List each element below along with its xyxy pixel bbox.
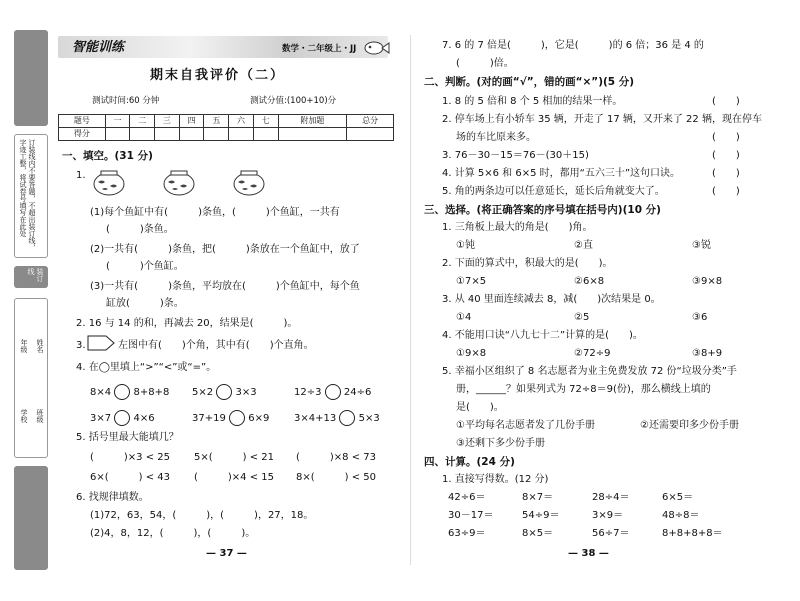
- q6-part2: (2)4，8，12，( )，( )。: [90, 528, 256, 539]
- score-input-cell[interactable]: [278, 128, 347, 141]
- q4-right: 6×9: [248, 413, 270, 424]
- choice-option[interactable]: ③还剩下多少份手册: [456, 438, 545, 449]
- q5-item: 8×( ) < 50: [296, 472, 377, 483]
- page-divider: [410, 35, 411, 565]
- q4-item: [90, 410, 155, 426]
- score-input-cell[interactable]: [130, 128, 155, 141]
- sidebar-bottom-block: [14, 466, 48, 570]
- calc-item: 42÷6＝: [448, 492, 486, 503]
- choice-option[interactable]: ①钝: [456, 240, 475, 251]
- score-cell: 题号: [59, 115, 106, 128]
- compare-circle[interactable]: [325, 384, 341, 400]
- section-judge: 二、判断。(对的画“√”，错的画“×”)(5 分): [424, 76, 635, 88]
- q1-part2-line2: ( )个鱼缸。: [106, 261, 184, 272]
- q2-text: 2. 16 与 14 的和，再减去 20，结果是( )。: [76, 318, 298, 329]
- sidebar-cut-label: 装订线: [27, 268, 44, 282]
- q4-left: 5×2: [192, 387, 214, 398]
- score-input-cell[interactable]: [179, 128, 204, 141]
- q3-text: 左图中有( )个角，其中有( )个直角。: [118, 340, 314, 351]
- page-title: 期末自我评价（二）: [150, 68, 286, 83]
- calc-item: 28÷4＝: [592, 492, 630, 503]
- choice-option[interactable]: ②6×8: [574, 276, 605, 287]
- choice-option[interactable]: ②还需要印多少份手册: [640, 420, 739, 431]
- calc-item: 6×5＝: [662, 492, 694, 503]
- q4-right: 3×3: [235, 387, 257, 398]
- sidebar-note-box: [14, 134, 48, 258]
- judge-item: 2. 停车场上有小轿车 35 辆，开走了 17 辆，又开来了 22 辆，现在停车: [442, 114, 762, 125]
- choice-option[interactable]: ③6: [692, 312, 708, 323]
- score-table-header-row: [59, 115, 394, 128]
- calc-item: 30－17＝: [448, 510, 494, 521]
- fish-icon: [362, 40, 390, 56]
- choice-option[interactable]: ①9×8: [456, 348, 487, 359]
- page-number-left: — 37 —: [206, 548, 247, 559]
- judge-item: 1. 8 的 5 倍和 8 个 5 相加的结果一样。: [442, 96, 623, 107]
- calc-item: 54÷9＝: [522, 510, 560, 521]
- score-table-score-row: [59, 128, 394, 141]
- score-table: [58, 114, 394, 141]
- q4-right: 4×6: [133, 413, 155, 424]
- calc-item: 48÷8＝: [662, 510, 700, 521]
- q1-part2-line1: (2)一共有( )条鱼，把( )条放在一个鱼缸中，放了: [90, 244, 360, 255]
- choice-q2: 2. 下面的算式中，积最大的是( )。: [442, 258, 613, 269]
- q4-left: 8×4: [90, 387, 112, 398]
- score-cell: 二: [130, 115, 155, 128]
- choice-q5-line2: 册，______？如果列式为 72÷8＝9(份)，那么横线上填的: [456, 384, 711, 395]
- q4-right: 5×3: [358, 413, 380, 424]
- compare-circle[interactable]: [339, 410, 355, 426]
- sidebar-label-grade: 年级: [20, 339, 28, 353]
- q4-item: [294, 410, 380, 426]
- score-cell: 一: [105, 115, 130, 128]
- q1-part1-line2: ( )条鱼。: [106, 224, 174, 235]
- compare-circle[interactable]: [216, 384, 232, 400]
- q1-part3-line1: (3)一共有( )条鱼，平均放在( )个鱼缸中，每个鱼: [90, 281, 360, 292]
- section-fill-blank: 一、填空。(31 分): [62, 150, 153, 162]
- score-cell: 总分: [347, 115, 394, 128]
- choice-option[interactable]: ②直: [574, 240, 593, 251]
- choice-q5-line1: 5. 幸福小区组织了 8 名志愿者为业主免费发放 72 份“垃圾分类”手: [442, 366, 737, 377]
- sidebar-label-class: 班级: [36, 409, 44, 423]
- score-input-cell[interactable]: [229, 128, 254, 141]
- q1-number: 1.: [76, 170, 86, 181]
- pentagon-shape-icon: [86, 334, 116, 352]
- exam-score: 测试分值:(100+10)分: [250, 96, 337, 106]
- score-cell: 五: [204, 115, 229, 128]
- choice-option[interactable]: ③8+9: [692, 348, 723, 359]
- choice-option[interactable]: ③9×8: [692, 276, 723, 287]
- q3-number: 3.: [76, 340, 86, 351]
- fishbowl-icon: [162, 170, 196, 196]
- q7-line1: 7. 6 的 7 倍是( )，它是( )的 6 倍；36 是 4 的: [442, 40, 704, 51]
- q4-left: 37+19: [192, 413, 226, 424]
- score-cell: 四: [179, 115, 204, 128]
- judge-answer-paren[interactable]: ( ): [712, 186, 740, 197]
- q4-item: [192, 410, 269, 426]
- judge-item: 4. 计算 5×6 和 6×5 时，都用“五六三十”这句口诀。: [442, 168, 681, 179]
- section-calc: 四、计算。(24 分): [424, 456, 515, 468]
- q5-item: 5×( ) < 21: [194, 452, 275, 463]
- q4-text: 4. 在◯里填上“>”“<”或“=”。: [76, 362, 217, 373]
- fishbowl-icon: [92, 170, 126, 196]
- header-subtitle: 数学・二年级上・JJ: [282, 44, 357, 54]
- choice-q1: 1. 三角板上最大的角是( )角。: [442, 222, 593, 233]
- choice-q5-line3: 是( )。: [456, 402, 504, 413]
- sidebar-cut-block: [14, 266, 48, 288]
- q4-right: 8+8+8: [133, 387, 170, 398]
- choice-option[interactable]: ①平均每名志愿者发了几份手册: [456, 420, 595, 431]
- q4-left: 12÷3: [294, 387, 322, 398]
- score-cell: 得分: [59, 128, 106, 141]
- score-cell: 附加题: [278, 115, 347, 128]
- compare-circle[interactable]: [114, 384, 130, 400]
- exam-time: 测试时间:60 分钟: [92, 96, 160, 106]
- q4-item: [90, 384, 169, 400]
- q5-item: ( )×4 < 15: [194, 472, 275, 483]
- q5-item: ( )×8 < 73: [296, 452, 377, 463]
- calc-q1: 1. 直接写得数。(12 分): [442, 474, 549, 485]
- calc-item: 8×5＝: [522, 528, 554, 539]
- q4-left: 3×7: [90, 413, 112, 424]
- q1-part3-line2: 缸放( )条。: [106, 298, 184, 309]
- judge-answer-paren[interactable]: ( ): [712, 168, 740, 179]
- choice-option[interactable]: ①4: [456, 312, 472, 323]
- section-choice: 三、选择。(将正确答案的序号填在括号内)(10 分): [424, 204, 661, 216]
- choice-option[interactable]: ③锐: [692, 240, 711, 251]
- judge-item-cont: 场的车比原来多。: [456, 132, 536, 143]
- calc-item: 56÷7＝: [592, 528, 630, 539]
- choice-q4: 4. 不能用口诀“八九七十二”计算的是( )。: [442, 330, 643, 341]
- score-input-cell[interactable]: [204, 128, 229, 141]
- score-input-cell[interactable]: [155, 128, 180, 141]
- compare-circle[interactable]: [114, 410, 130, 426]
- q4-item: [294, 384, 371, 400]
- score-input-cell[interactable]: [347, 128, 394, 141]
- score-input-cell[interactable]: [105, 128, 130, 141]
- q4-left: 3×4+13: [294, 413, 337, 424]
- q4-item: [192, 384, 257, 400]
- q1-part1-line1: (1)每个鱼缸中有( )条鱼，( )个鱼缸，一共有: [90, 207, 340, 218]
- compare-circle[interactable]: [229, 410, 245, 426]
- calc-item: 8×7＝: [522, 492, 554, 503]
- judge-item: 5. 角的两条边可以任意延长，延长后角就变大了。: [442, 186, 665, 197]
- q7-line2: ( )倍。: [456, 58, 514, 69]
- score-cell: 七: [253, 115, 278, 128]
- calc-item: 63÷9＝: [448, 528, 486, 539]
- judge-answer-paren[interactable]: ( ): [712, 132, 740, 143]
- fishbowl-icon: [232, 170, 266, 196]
- q5-text: 5. 括号里最大能填几？: [76, 432, 179, 443]
- sidebar-label-school: 学校: [20, 409, 28, 423]
- judge-answer-paren[interactable]: ( ): [712, 96, 740, 107]
- choice-q3: 3. 从 40 里面连续减去 8，减( )次结果是 0。: [442, 294, 661, 305]
- q6-text: 6. 找规律填数。: [76, 492, 149, 503]
- page-number-right: — 38 —: [568, 548, 609, 559]
- sidebar-info-box: [14, 298, 48, 458]
- calc-item: 8+8+8+8＝: [662, 528, 723, 539]
- q5-item: ( )×3 < 25: [90, 452, 171, 463]
- sidebar-note: 订装线内不要答题，不超出装订线，字迹工整，将试卷号填写在此处: [19, 139, 36, 251]
- q4-right: 24÷6: [343, 387, 372, 398]
- score-input-cell[interactable]: [253, 128, 278, 141]
- judge-item: 3. 76－30－15＝76－(30＋15): [442, 150, 589, 161]
- choice-option[interactable]: ②72÷9: [574, 348, 611, 359]
- sidebar-label-name: 姓名: [36, 339, 44, 353]
- brand-title: 智能训练: [72, 40, 125, 55]
- sidebar-top-block: [14, 30, 48, 126]
- score-cell: 六: [229, 115, 254, 128]
- binding-sidebar: [8, 30, 48, 575]
- choice-option[interactable]: ②5: [574, 312, 590, 323]
- choice-option[interactable]: ①7×5: [456, 276, 487, 287]
- judge-answer-paren[interactable]: ( ): [712, 150, 740, 161]
- q5-item: 6×( ) < 43: [90, 472, 171, 483]
- score-cell: 三: [155, 115, 180, 128]
- calc-item: 3×9＝: [592, 510, 624, 521]
- q6-part1: (1)72，63，54，( )，( )，27，18。: [90, 510, 314, 521]
